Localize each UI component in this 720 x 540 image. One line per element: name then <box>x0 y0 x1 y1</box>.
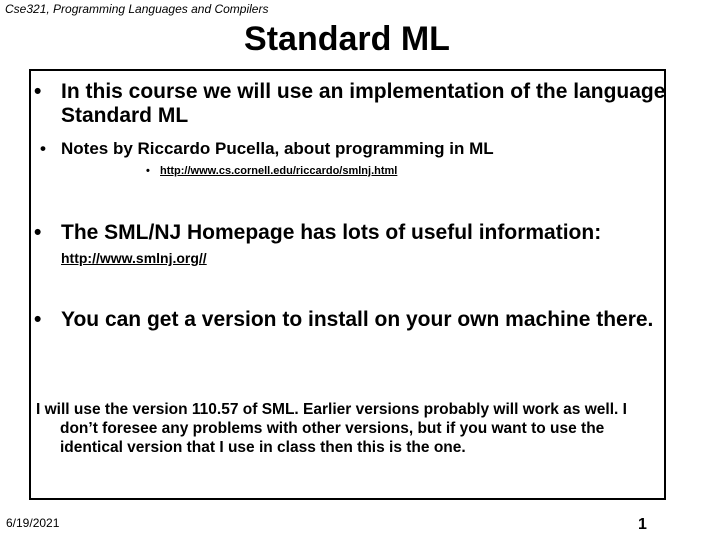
version-note: I will use the version 110.57 of SML. Earlier versions probably will work as well. I don’t foresee any problems with other versions, but if you want to use the identical version that I use in class then this is the one. <box>36 401 627 456</box>
bullet-marker: • <box>40 139 46 158</box>
bullet-marker: • <box>34 80 42 103</box>
bullet-marker: • <box>34 221 42 244</box>
riccardo-notes-link[interactable]: http://www.cs.cornell.edu/riccardo/smlnj.html <box>160 165 398 177</box>
bullet-text: The SML/NJ Homepage has lots of useful information: <box>61 221 602 244</box>
bullet-notes <box>40 139 494 159</box>
smlnj-homepage-link[interactable]: http://www.smlnj.org// <box>61 250 207 266</box>
bullet-install-version <box>34 308 691 332</box>
bullet-notes-link <box>146 164 397 178</box>
course-header: Cse321, Programming Languages and Compilers <box>5 2 269 16</box>
slide-title: Standard ML <box>244 20 450 58</box>
bullet-smlnj-homepage <box>34 221 691 270</box>
bullet-course-language <box>34 80 691 128</box>
bullet-text: Notes by Riccardo Pucella, about programming in ML <box>61 139 494 158</box>
page-number: 1 <box>638 516 647 533</box>
bullet-marker: • <box>146 165 150 177</box>
bullet-text: In this course we will use an implementation of the language Standard ML <box>61 80 666 127</box>
bullet-text: You can get a version to install on your own machine there. <box>61 308 654 331</box>
bullet-marker: • <box>34 308 42 331</box>
slide-date: 6/19/2021 <box>6 516 60 530</box>
